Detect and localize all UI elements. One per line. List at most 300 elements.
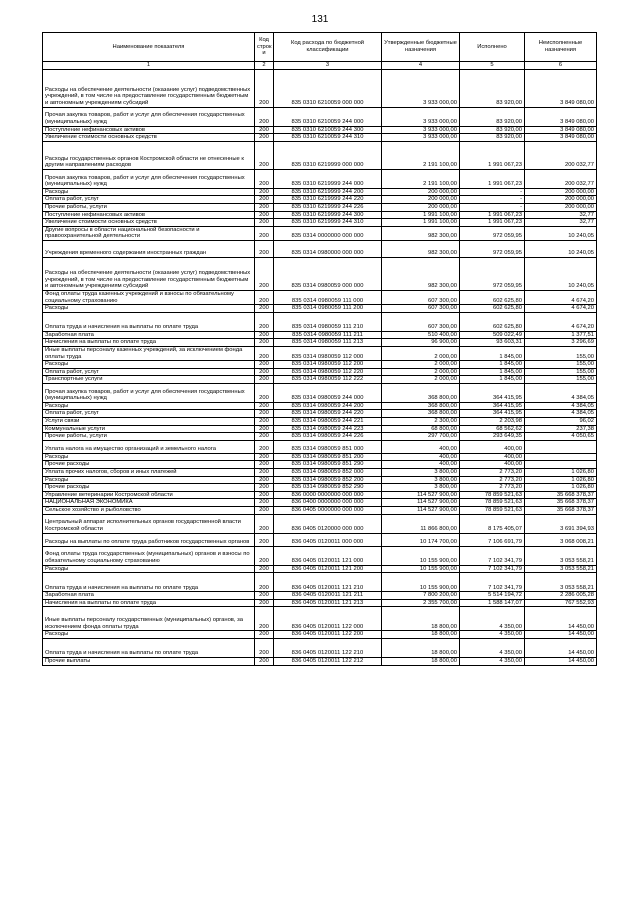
row-executed: 602 625,80 [460, 305, 525, 313]
table-row [43, 196, 597, 204]
row-unexecuted: 767 552,93 [525, 599, 597, 607]
row-unexecuted: 200 032,77 [525, 141, 597, 169]
row-approved: 1 991 100,00 [382, 211, 460, 219]
row-executed: 1 845,00 [460, 346, 525, 360]
row-executed: 83 920,00 [460, 107, 525, 126]
row-unexecuted: 35 668 378,37 [525, 507, 597, 515]
row-code: 200 [255, 290, 274, 304]
row-approved: 18 800,00 [382, 638, 460, 657]
table-row [43, 383, 597, 402]
row-budget-code: 835 0314 0980059 244 223 [274, 425, 382, 433]
row-executed: 972 059,95 [460, 240, 525, 257]
table-row [43, 331, 597, 339]
row-approved: 2 000,00 [382, 368, 460, 376]
row-name: Управление ветеринарии Костромской области [43, 491, 255, 499]
row-budget-code: 835 0314 0980059 112 000 [274, 346, 382, 360]
row-code: 200 [255, 410, 274, 418]
row-name: Прочие расходы [43, 484, 255, 492]
row-executed: 364 415,95 [460, 383, 525, 402]
row-approved: 400,00 [382, 453, 460, 461]
row-approved: 2 191 100,00 [382, 169, 460, 188]
row-code: 200 [255, 491, 274, 499]
table-row [43, 533, 597, 546]
row-unexecuted: 155,00 [525, 376, 597, 384]
row-approved: 2 000,00 [382, 346, 460, 360]
row-executed: 2 773,20 [460, 469, 525, 477]
row-unexecuted: 1 026,80 [525, 476, 597, 484]
table-row [43, 573, 597, 592]
column-number: 5 [460, 62, 525, 70]
row-approved: 114 527 900,00 [382, 499, 460, 507]
column-number: 2 [255, 62, 274, 70]
page-number: 131 [311, 14, 329, 25]
row-code: 200 [255, 638, 274, 657]
table-row [43, 169, 597, 188]
row-name: Расходы на обеспечение деятельности (оказание услуг) подведомственных учреждений, в том числе на предоставление государственным бюджетным и автономным учреждениям субсидий [43, 69, 255, 107]
row-approved: 3 800,00 [382, 476, 460, 484]
row-executed: 78 859 521,63 [460, 507, 525, 515]
row-code: 200 [255, 188, 274, 196]
header-budget-code: Код расхода по бюджетной классификации [274, 33, 382, 62]
row-name: Транспортные услуги [43, 376, 255, 384]
row-unexecuted: 10 240,05 [525, 226, 597, 240]
row-executed: 4 350,00 [460, 631, 525, 639]
row-unexecuted: 3 053 558,21 [525, 573, 597, 592]
row-executed: 83 920,00 [460, 126, 525, 134]
row-unexecuted: 3 849 080,00 [525, 134, 597, 142]
row-executed: 972 059,95 [460, 226, 525, 240]
row-unexecuted: 4 674,20 [525, 290, 597, 304]
row-executed: 293 649,35 [460, 433, 525, 441]
row-executed: 602 625,80 [460, 290, 525, 304]
row-name: Центральный аппарат исполнительных органов государственной власти Костромской области [43, 514, 255, 533]
column-number: 1 [43, 62, 255, 70]
row-name: Прочие выплаты [43, 657, 255, 665]
table-row [43, 592, 597, 600]
row-code: 200 [255, 573, 274, 592]
column-number: 4 [382, 62, 460, 70]
row-executed: 509 022,49 [460, 331, 525, 339]
row-unexecuted: 4 384,05 [525, 383, 597, 402]
row-unexecuted: 3 053 558,21 [525, 546, 597, 565]
table-row [43, 290, 597, 304]
row-unexecuted: 1 026,80 [525, 484, 597, 492]
row-name: Расходы [43, 453, 255, 461]
row-budget-code: 836 0405 0120011 000 000 [274, 533, 382, 546]
row-budget-code: 835 0310 6210059 244 310 [274, 134, 382, 142]
row-budget-code: 835 0314 0980059 852 200 [274, 476, 382, 484]
row-code: 200 [255, 339, 274, 347]
table-row [43, 402, 597, 410]
row-approved: 3 800,00 [382, 484, 460, 492]
row-executed: - [460, 203, 525, 211]
row-unexecuted: 3 849 080,00 [525, 69, 597, 107]
row-budget-code: 836 0405 0120011 121 200 [274, 565, 382, 573]
table-row [43, 134, 597, 142]
row-approved: 2 300,00 [382, 418, 460, 426]
row-code: 200 [255, 402, 274, 410]
table-row [43, 499, 597, 507]
row-unexecuted: 4 050,65 [525, 433, 597, 441]
header-executed: Исполнено [460, 33, 525, 62]
row-name: Фонд оплаты труда государственных (муниципальных) органов и взносы по обязательному социальному страхованию [43, 546, 255, 565]
row-budget-code: 835 0314 0980059 000 000 [274, 257, 382, 290]
row-budget-code: 835 0314 0980059 111 000 [274, 290, 382, 304]
row-unexecuted: 2 286 005,28 [525, 592, 597, 600]
row-name: Сельское хозяйство и рыболовство [43, 507, 255, 515]
row-budget-code: 835 0314 0980059 111 211 [274, 331, 382, 339]
table-row [43, 631, 597, 639]
row-name: Расходы государственных органов Костромской области не отнесенные к другим направлениям расходов [43, 141, 255, 169]
row-name: Расходы [43, 305, 255, 313]
header-unexecuted: Неисполненные назначения [525, 33, 597, 62]
row-budget-code: 835 0314 0980059 852 000 [274, 469, 382, 477]
table-row [43, 203, 597, 211]
row-approved: 10 174 700,00 [382, 533, 460, 546]
row-name: Прочая закупка товаров, работ и услуг для обеспечения государственных (муниципальных) нужд [43, 383, 255, 402]
table-row [43, 461, 597, 469]
row-budget-code: 836 0405 0120011 121 000 [274, 546, 382, 565]
row-budget-code: 835 0314 0980059 111 210 [274, 312, 382, 331]
row-budget-code: 836 0405 0120011 122 210 [274, 638, 382, 657]
table-row [43, 211, 597, 219]
row-code: 200 [255, 565, 274, 573]
row-approved: 68 800,00 [382, 425, 460, 433]
row-approved: 368 800,00 [382, 402, 460, 410]
row-approved: 2 000,00 [382, 376, 460, 384]
row-approved: 982 300,00 [382, 226, 460, 240]
row-budget-code: 836 0405 0120011 122 212 [274, 657, 382, 665]
row-unexecuted: 35 668 378,37 [525, 491, 597, 499]
row-budget-code: 835 0310 6219999 000 000 [274, 141, 382, 169]
row-unexecuted: 32,77 [525, 219, 597, 227]
row-budget-code: 835 0314 0980059 244 000 [274, 383, 382, 402]
row-name: Иные выплаты персоналу казенных учреждений, за исключением фонда оплаты труда [43, 346, 255, 360]
row-approved: 3 933 000,00 [382, 134, 460, 142]
row-name: Начисления на выплаты по оплате труда [43, 339, 255, 347]
table-row [43, 453, 597, 461]
row-approved: 18 800,00 [382, 631, 460, 639]
row-budget-code: 835 0314 0980059 244 221 [274, 418, 382, 426]
row-code: 200 [255, 376, 274, 384]
row-executed: 7 102 341,79 [460, 546, 525, 565]
row-approved: 400,00 [382, 440, 460, 453]
row-code: 200 [255, 433, 274, 441]
row-budget-code: 835 0314 0980059 112 220 [274, 368, 382, 376]
row-name: Другие вопросы в области национальной безопасности и правоохранительной деятельности [43, 226, 255, 240]
row-code: 200 [255, 219, 274, 227]
row-approved: 3 800,00 [382, 469, 460, 477]
row-unexecuted: 14 450,00 [525, 631, 597, 639]
row-budget-code: 835 0310 6210059 244 300 [274, 126, 382, 134]
row-unexecuted: 3 849 080,00 [525, 126, 597, 134]
row-unexecuted: 1 377,51 [525, 331, 597, 339]
table-row [43, 107, 597, 126]
row-code: 200 [255, 533, 274, 546]
row-name: Оплата работ, услуг [43, 410, 255, 418]
table-row [43, 484, 597, 492]
row-unexecuted [525, 453, 597, 461]
row-name: Коммунальные услуги [43, 425, 255, 433]
row-unexecuted: 10 240,05 [525, 257, 597, 290]
row-unexecuted: 14 450,00 [525, 607, 597, 631]
row-name: Расходы [43, 476, 255, 484]
table-row [43, 638, 597, 657]
row-code: 200 [255, 226, 274, 240]
row-unexecuted: 3 053 558,21 [525, 565, 597, 573]
row-code: 200 [255, 383, 274, 402]
row-unexecuted: 3 068 008,21 [525, 533, 597, 546]
row-approved: 11 866 800,00 [382, 514, 460, 533]
row-code: 200 [255, 514, 274, 533]
table-row [43, 257, 597, 290]
row-code: 200 [255, 257, 274, 290]
column-number: 3 [274, 62, 382, 70]
row-executed: 2 773,20 [460, 484, 525, 492]
table-row [43, 657, 597, 665]
row-unexecuted: 200 000,00 [525, 188, 597, 196]
row-unexecuted: 200 000,00 [525, 196, 597, 204]
row-code: 200 [255, 425, 274, 433]
row-unexecuted: 4 384,05 [525, 402, 597, 410]
row-code: 200 [255, 141, 274, 169]
row-code: 200 [255, 657, 274, 665]
row-approved: 607 300,00 [382, 312, 460, 331]
row-budget-code: 836 0405 0000000 000 000 [274, 507, 382, 515]
row-name: Прочие работы, услуги [43, 203, 255, 211]
row-approved: 2 355 700,00 [382, 599, 460, 607]
row-approved: 1 991 100,00 [382, 219, 460, 227]
row-unexecuted: 35 668 378,37 [525, 499, 597, 507]
row-code: 200 [255, 592, 274, 600]
table-row [43, 410, 597, 418]
row-budget-code: 835 0314 0980000 000 000 [274, 240, 382, 257]
row-code: 200 [255, 499, 274, 507]
row-executed: 364 415,95 [460, 402, 525, 410]
row-approved: 18 800,00 [382, 607, 460, 631]
row-executed: 83 920,00 [460, 69, 525, 107]
row-unexecuted: 3 849 080,00 [525, 107, 597, 126]
row-executed: 400,00 [460, 440, 525, 453]
row-budget-code: 835 0314 0980059 111 213 [274, 339, 382, 347]
table-body [43, 69, 597, 665]
table-row [43, 141, 597, 169]
row-budget-code: 836 0400 0000000 000 000 [274, 499, 382, 507]
row-name: Уплата налога на имущество организаций и земельного налога [43, 440, 255, 453]
row-name: Начисления на выплаты по оплате труда [43, 599, 255, 607]
row-code: 200 [255, 368, 274, 376]
row-unexecuted: 1 026,80 [525, 469, 597, 477]
row-name: Услуги связи [43, 418, 255, 426]
column-number: 6 [525, 62, 597, 70]
row-approved: 200 000,00 [382, 203, 460, 211]
row-executed: 4 350,00 [460, 638, 525, 657]
row-approved: 114 527 900,00 [382, 507, 460, 515]
row-budget-code: 835 0310 6210059 000 000 [274, 69, 382, 107]
header-name: Наименование показателя [43, 33, 255, 62]
row-budget-code: 836 0405 0120011 121 213 [274, 599, 382, 607]
row-budget-code: 835 0310 6219999 244 310 [274, 219, 382, 227]
row-approved: 2 191 100,00 [382, 141, 460, 169]
row-name: Расходы [43, 565, 255, 573]
row-approved: 368 800,00 [382, 410, 460, 418]
row-executed: 602 625,80 [460, 312, 525, 331]
row-unexecuted: 200 000,00 [525, 203, 597, 211]
row-code: 200 [255, 607, 274, 631]
table-row [43, 546, 597, 565]
row-budget-code: 835 0310 6210059 244 000 [274, 107, 382, 126]
row-unexecuted [525, 440, 597, 453]
row-name: Поступление нефинансовых активов [43, 211, 255, 219]
row-code: 200 [255, 346, 274, 360]
table-row [43, 476, 597, 484]
row-budget-code: 836 0405 0120011 122 200 [274, 631, 382, 639]
table-row [43, 188, 597, 196]
row-executed: - [460, 188, 525, 196]
row-unexecuted: 3 296,69 [525, 339, 597, 347]
row-executed: 400,00 [460, 453, 525, 461]
row-executed: 4 350,00 [460, 607, 525, 631]
budget-execution-table [42, 32, 597, 666]
row-name: Увеличение стоимости основных средств [43, 219, 255, 227]
table-row [43, 599, 597, 607]
table-row [43, 219, 597, 227]
row-executed: 7 102 341,79 [460, 573, 525, 592]
row-code: 200 [255, 107, 274, 126]
row-budget-code: 835 0314 0980059 112 222 [274, 376, 382, 384]
row-approved: 7 800 200,00 [382, 592, 460, 600]
row-executed: 68 562,62 [460, 425, 525, 433]
row-name: Уплата прочих налогов, сборов и иных платежей [43, 469, 255, 477]
row-approved: 400,00 [382, 461, 460, 469]
column-number-row [43, 62, 597, 70]
row-budget-code: 835 0314 0980059 852 290 [274, 484, 382, 492]
row-approved: 2 000,00 [382, 361, 460, 369]
row-executed: 4 350,00 [460, 657, 525, 665]
table-row [43, 346, 597, 360]
row-unexecuted: 96,02 [525, 418, 597, 426]
table-row [43, 469, 597, 477]
row-code: 200 [255, 599, 274, 607]
row-approved: 3 933 000,00 [382, 107, 460, 126]
row-code: 200 [255, 331, 274, 339]
row-executed: 1 991 067,23 [460, 169, 525, 188]
row-unexecuted: 155,00 [525, 346, 597, 360]
row-budget-code: 835 0314 0980059 244 220 [274, 410, 382, 418]
row-name: Заработная плата [43, 331, 255, 339]
row-executed: 1 588 147,07 [460, 599, 525, 607]
row-approved: 368 800,00 [382, 383, 460, 402]
row-approved: 982 300,00 [382, 257, 460, 290]
row-code: 200 [255, 546, 274, 565]
row-unexecuted: 4 674,20 [525, 312, 597, 331]
row-budget-code: 835 0310 6219999 244 000 [274, 169, 382, 188]
row-name: Учреждения временного содержания иностранных граждан [43, 240, 255, 257]
row-approved: 10 155 900,00 [382, 573, 460, 592]
table-row [43, 376, 597, 384]
table-row [43, 339, 597, 347]
row-code: 200 [255, 69, 274, 107]
row-code: 200 [255, 440, 274, 453]
row-name: Оплата труда и начисления на выплаты по оплате труда [43, 312, 255, 331]
row-unexecuted: 200 032,77 [525, 169, 597, 188]
header-code: Код строк и [255, 33, 274, 62]
row-name: Фонд оплаты труда казенных учреждений и взносы по обязательному социальному страхованию [43, 290, 255, 304]
row-name: Оплата работ, услуг [43, 196, 255, 204]
row-code: 200 [255, 418, 274, 426]
table-row [43, 491, 597, 499]
row-approved: 200 000,00 [382, 196, 460, 204]
table-row [43, 361, 597, 369]
row-name: Расходы [43, 188, 255, 196]
row-name: Прочая закупка товаров, работ и услуг для обеспечения государственных (муниципальных) нужд [43, 107, 255, 126]
row-approved: 96 900,00 [382, 339, 460, 347]
row-budget-code: 836 0405 0120011 121 210 [274, 573, 382, 592]
row-budget-code: 835 0314 0980059 112 200 [274, 361, 382, 369]
row-unexecuted: 155,00 [525, 361, 597, 369]
table-row [43, 418, 597, 426]
row-code: 200 [255, 476, 274, 484]
row-executed: 7 106 691,79 [460, 533, 525, 546]
row-unexecuted: 14 450,00 [525, 638, 597, 657]
row-name: Иные выплаты персоналу государственных (муниципальных) органов, за исключением фонда оплаты труда [43, 607, 255, 631]
row-code: 200 [255, 305, 274, 313]
row-name: Прочие расходы [43, 461, 255, 469]
row-name: Оплата труда и начисления на выплаты по оплате труда [43, 638, 255, 657]
row-budget-code: 835 0314 0000000 000 000 [274, 226, 382, 240]
row-code: 200 [255, 469, 274, 477]
table-row [43, 507, 597, 515]
row-approved: 3 933 000,00 [382, 126, 460, 134]
row-approved: 10 155 900,00 [382, 565, 460, 573]
table-row [43, 565, 597, 573]
row-name: Расходы [43, 402, 255, 410]
row-name: Заработная плата [43, 592, 255, 600]
header-approved: Утвержденные бюджетные назначения [382, 33, 460, 62]
row-approved: 200 000,00 [382, 188, 460, 196]
row-name: НАЦИОНАЛЬНАЯ ЭКОНОМИКА [43, 499, 255, 507]
row-code: 200 [255, 484, 274, 492]
row-budget-code: 835 0314 0980059 111 200 [274, 305, 382, 313]
row-executed: 83 920,00 [460, 134, 525, 142]
table-row [43, 425, 597, 433]
row-executed: 2 773,20 [460, 476, 525, 484]
row-approved: 3 933 000,00 [382, 69, 460, 107]
row-unexecuted: 4 384,05 [525, 410, 597, 418]
row-unexecuted: 4 674,20 [525, 305, 597, 313]
row-name: Увеличение стоимости основных средств [43, 134, 255, 142]
row-code: 200 [255, 240, 274, 257]
row-name: Прочая закупка товаров, работ и услуг для обеспечения государственных (муниципальных) нужд [43, 169, 255, 188]
row-name: Расходы [43, 361, 255, 369]
row-name: Поступление нефинансовых активов [43, 126, 255, 134]
row-unexecuted: 3 691 394,93 [525, 514, 597, 533]
row-name: Расходы на выплаты по оплате труда работников государственных органов [43, 533, 255, 546]
row-executed: 2 203,98 [460, 418, 525, 426]
table-row [43, 240, 597, 257]
row-code: 200 [255, 507, 274, 515]
table-row [43, 305, 597, 313]
row-budget-code: 835 0314 0980059 851 290 [274, 461, 382, 469]
row-unexecuted: 14 450,00 [525, 657, 597, 665]
table-row [43, 368, 597, 376]
row-code: 200 [255, 211, 274, 219]
table-row [43, 226, 597, 240]
row-name: Прочие работы, услуги [43, 433, 255, 441]
row-budget-code: 835 0314 0980059 851 200 [274, 453, 382, 461]
row-budget-code: 836 0405 0120000 000 000 [274, 514, 382, 533]
table-row [43, 514, 597, 533]
